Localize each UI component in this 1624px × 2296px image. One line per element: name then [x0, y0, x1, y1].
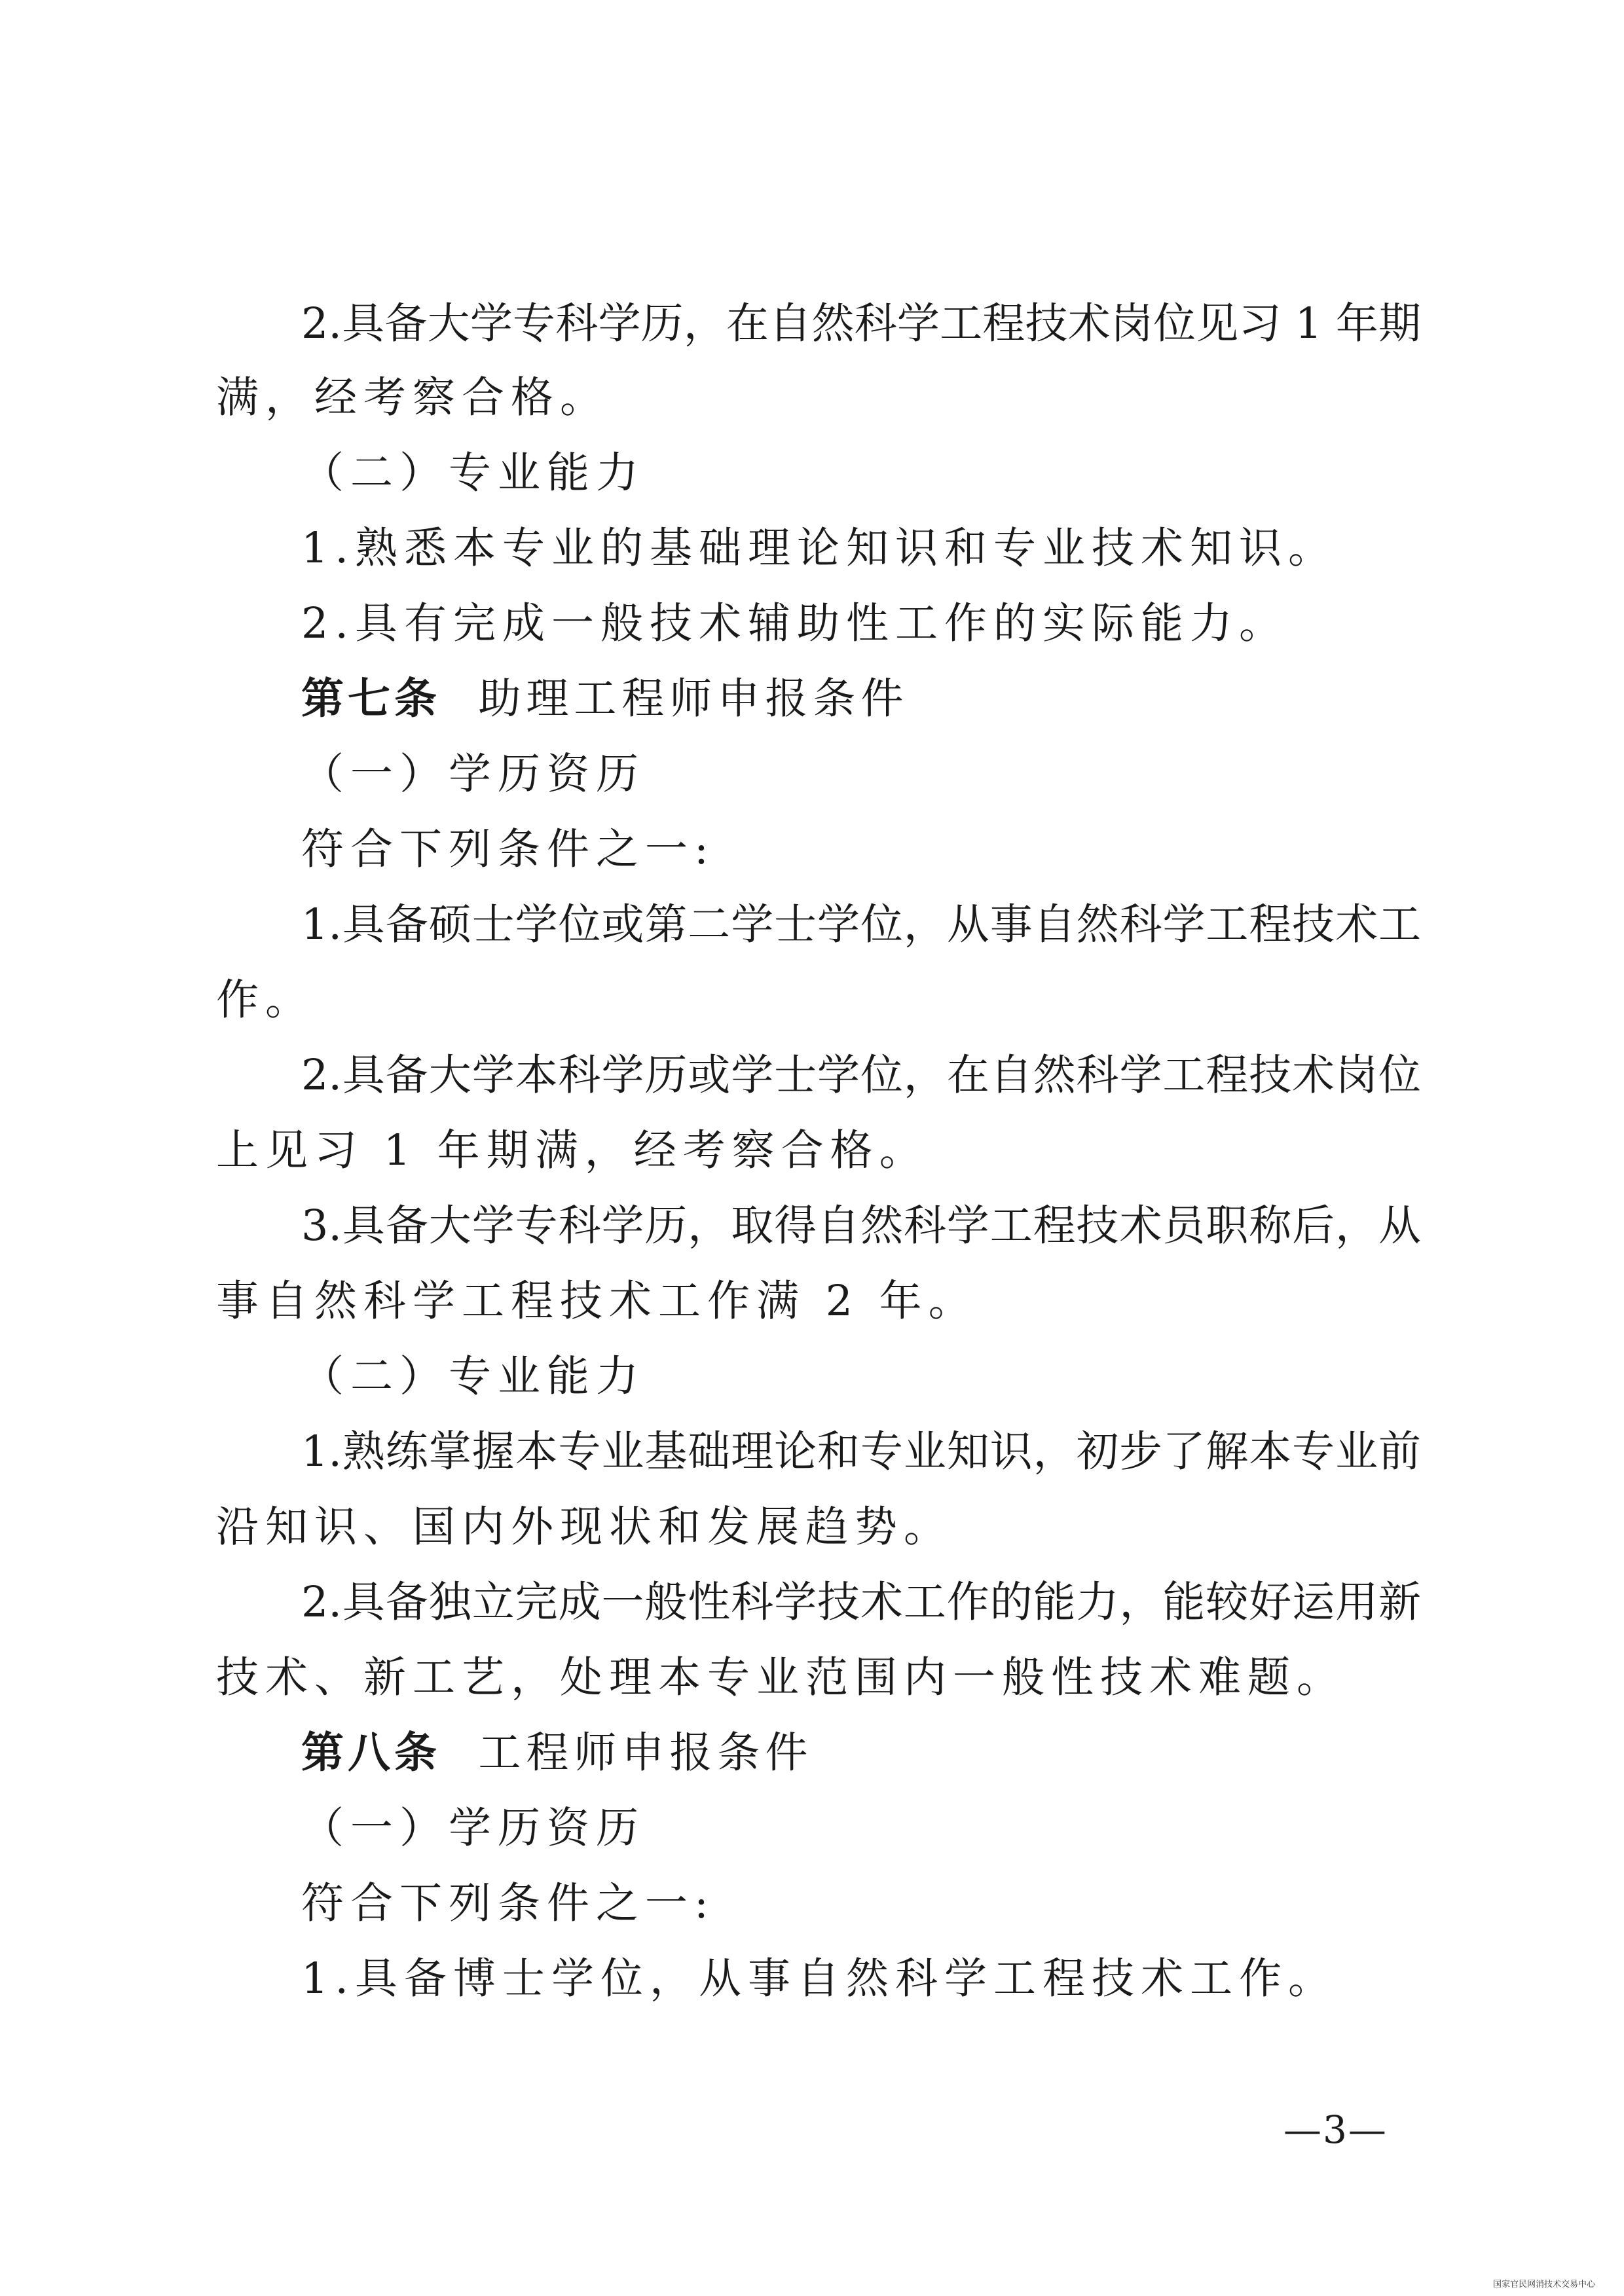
paragraph-line: 2.具备大学专科学历，在自然科学工程技术岗位见习 1 年期 — [301, 299, 1421, 348]
paragraph-line: 1.具备博士学位，从事自然科学工程技术工作。 — [301, 1954, 1338, 2003]
paragraph-line: 2.具备大学本科学历或学士学位，在自然科学工程技术岗位 — [301, 1051, 1421, 1100]
paragraph-line: 2.具备独立完成一般性科学技术工作的能力，能较好运用新 — [301, 1578, 1421, 1627]
paragraph-line: 技术、新工艺，处理本专业范围内一般性技术难题。 — [216, 1653, 1346, 1702]
paragraph-line: 符合下列条件之一: — [301, 1879, 715, 1928]
page-number: —3— — [1283, 2107, 1388, 2152]
section-heading: （二）专业能力 — [301, 1352, 646, 1401]
section-heading: （一）学历资历 — [301, 750, 646, 799]
section-heading: （二）专业能力 — [301, 448, 646, 498]
paragraph-line: 符合下列条件之一: — [301, 825, 715, 874]
paragraph-line: 作。 — [216, 975, 315, 1025]
article-heading-seven — [301, 673, 908, 725]
article-heading-eight — [301, 1727, 813, 1779]
paragraph-line: 上见习 1 年期满，经考察合格。 — [216, 1126, 929, 1175]
paragraph-line: 满，经考察合格。 — [216, 373, 610, 422]
article-title: 工程师申报条件 — [478, 1728, 813, 1777]
paragraph-line: 3.具备大学专科学历，取得自然科学工程技术员职称后，从 — [301, 1201, 1421, 1250]
article-label: 第七条 — [301, 674, 441, 723]
watermark-text: 国家官民网消技术交易中心 — [1493, 2280, 1596, 2289]
paragraph-line: 1.熟练掌握本专业基础理论和专业知识，初步了解本专业前 — [301, 1427, 1421, 1476]
paragraph-line: 1.熟悉本专业的基础理论知识和专业技术知识。 — [301, 524, 1338, 573]
paragraph-line: 事自然科学工程技术工作满 2 年。 — [216, 1277, 978, 1326]
paragraph-line: 2.具有完成一般技术辅助性工作的实际能力。 — [301, 599, 1289, 648]
article-title: 助理工程师申报条件 — [478, 674, 909, 723]
article-label: 第八条 — [301, 1728, 441, 1777]
paragraph-line: 1.具备硕士学位或第二学士学位，从事自然科学工程技术工 — [301, 900, 1421, 949]
paragraph-line: 沿知识、国内外现状和发展趋势。 — [216, 1503, 953, 1552]
section-heading: （一）学历资历 — [301, 1804, 646, 1853]
